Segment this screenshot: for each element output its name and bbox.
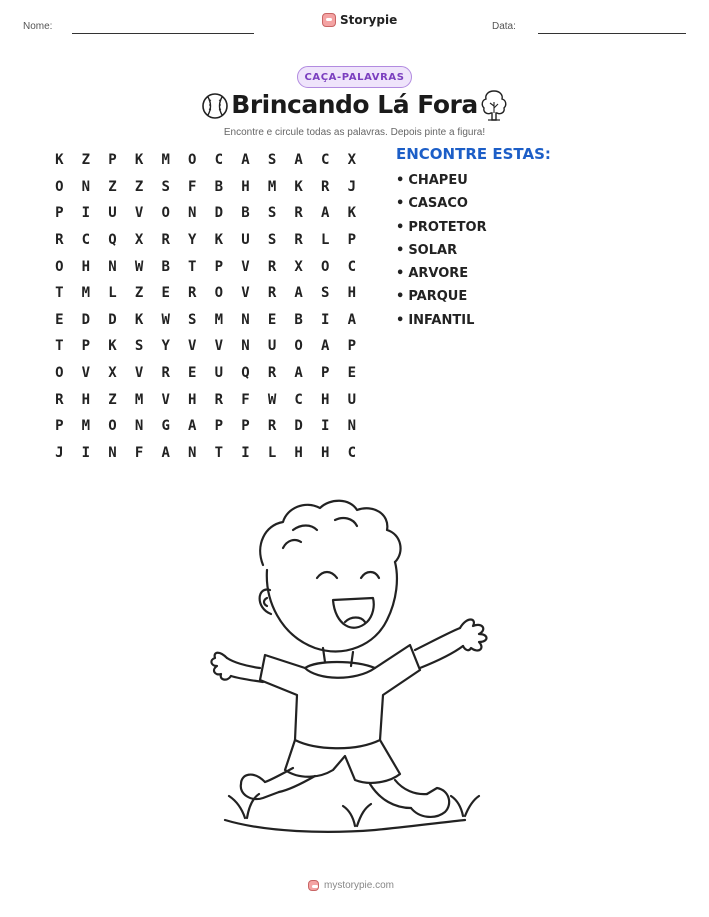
grid-letter[interactable]: V — [241, 258, 250, 275]
grid-letter[interactable]: X — [347, 152, 357, 169]
grid-letter[interactable]: H — [321, 391, 330, 408]
grid-letter[interactable]: A — [321, 205, 330, 222]
grid-letter[interactable]: S — [161, 178, 170, 195]
grid-letter[interactable]: S — [267, 205, 277, 222]
grid-letter[interactable]: R — [267, 365, 277, 382]
grid-letter[interactable]: V — [81, 365, 91, 382]
grid-letter[interactable]: P — [214, 258, 224, 275]
grid-letter[interactable]: F — [188, 178, 197, 195]
grid-letter[interactable]: S — [134, 338, 144, 355]
word-label: INFANTIL — [408, 312, 475, 328]
grid-letter[interactable]: P — [55, 418, 64, 435]
bullet: • — [396, 266, 405, 282]
grid-letter[interactable]: S — [321, 285, 330, 302]
name-line — [72, 33, 254, 34]
grid-letter[interactable]: O — [294, 338, 303, 355]
grid-letter[interactable]: X — [134, 232, 144, 249]
grid-letter[interactable]: O — [214, 285, 224, 302]
grid-letter[interactable]: E — [55, 311, 64, 328]
word-search-grid[interactable] — [46, 147, 365, 466]
grid-row — [46, 200, 365, 227]
grid-letter[interactable]: N — [241, 338, 250, 355]
grid-letter[interactable]: C — [81, 232, 91, 249]
brand — [322, 13, 397, 27]
grid-letter[interactable]: R — [214, 391, 224, 408]
grid-letter[interactable]: D — [108, 311, 117, 328]
grid-letter[interactable]: A — [241, 152, 250, 169]
grid-letter[interactable]: U — [267, 338, 277, 355]
grid-letter[interactable]: U — [214, 365, 224, 382]
grid-letter[interactable]: D — [81, 311, 91, 328]
word-label: PARQUE — [408, 289, 468, 305]
grid-letter[interactable]: H — [81, 258, 91, 275]
category-badge: CAÇA-PALAVRAS — [297, 66, 412, 88]
grid-letter[interactable]: V — [134, 205, 144, 222]
grid-letter[interactable]: S — [188, 311, 197, 328]
grid-letter[interactable]: I — [321, 311, 330, 328]
grid-letter[interactable]: J — [347, 178, 357, 195]
grid-letter[interactable]: A — [188, 418, 197, 435]
word-item — [396, 219, 487, 242]
grid-letter[interactable]: I — [81, 444, 91, 461]
grid-letter[interactable]: Z — [81, 152, 91, 169]
grid-letter[interactable]: V — [161, 391, 170, 408]
grid-letter[interactable]: P — [321, 365, 330, 382]
grid-letter[interactable]: F — [134, 444, 144, 461]
grid-letter[interactable]: N — [188, 205, 197, 222]
bullet: • — [396, 289, 405, 305]
grid-letter[interactable]: A — [294, 152, 303, 169]
grid-letter[interactable]: L — [108, 285, 117, 302]
grid-letter[interactable]: R — [161, 232, 170, 249]
grid-letter[interactable]: E — [347, 365, 357, 382]
grid-letter[interactable]: C — [347, 444, 357, 461]
grid-letter[interactable]: Z — [108, 178, 117, 195]
grid-row — [46, 360, 365, 387]
grid-letter[interactable]: V — [188, 338, 197, 355]
instructions: Encontre e circule todas as palavras. Depois pinte a figura! — [223, 127, 486, 138]
grid-letter[interactable]: A — [294, 365, 303, 382]
grid-letter[interactable]: R — [294, 205, 303, 222]
word-item — [396, 288, 487, 311]
grid-letter[interactable]: A — [294, 285, 303, 302]
grid-letter[interactable]: E — [161, 285, 170, 302]
grid-letter[interactable]: S — [267, 152, 277, 169]
grid-letter[interactable]: Y — [188, 232, 197, 249]
grid-letter[interactable]: P — [347, 232, 357, 249]
running-boy-illustration — [205, 490, 505, 840]
grid-letter[interactable]: U — [108, 205, 117, 222]
word-list — [396, 172, 487, 335]
grid-letter[interactable]: W — [267, 391, 277, 408]
grid-letter[interactable]: M — [161, 152, 170, 169]
grid-letter[interactable]: H — [347, 285, 357, 302]
footer — [308, 880, 394, 891]
grid-letter[interactable]: N — [188, 444, 197, 461]
grid-letter[interactable]: I — [241, 444, 250, 461]
grid-letter[interactable]: K — [134, 311, 144, 328]
grid-letter[interactable]: D — [294, 418, 303, 435]
grid-row — [46, 333, 365, 360]
grid-letter[interactable]: D — [214, 205, 224, 222]
grid-letter[interactable]: N — [108, 444, 117, 461]
grid-letter[interactable]: X — [108, 365, 117, 382]
grid-letter[interactable]: T — [55, 285, 64, 302]
grid-letter[interactable]: R — [161, 365, 170, 382]
grid-letter[interactable]: C — [214, 152, 224, 169]
grid-letter[interactable]: Y — [161, 338, 170, 355]
word-label: CASACO — [408, 196, 468, 212]
grid-letter[interactable]: K — [108, 338, 117, 355]
grid-letter[interactable]: R — [294, 232, 303, 249]
grid-letter[interactable]: N — [241, 311, 250, 328]
grid-letter[interactable]: R — [55, 391, 64, 408]
grid-letter[interactable]: N — [108, 258, 117, 275]
word-item — [396, 242, 487, 265]
grid-letter[interactable]: S — [267, 232, 277, 249]
grid-letter[interactable]: R — [267, 258, 277, 275]
word-list-heading: ENCONTRE ESTAS: — [396, 145, 551, 163]
word-label: SOLAR — [408, 242, 458, 258]
name-label: Nome: — [23, 21, 53, 32]
grid-row — [46, 307, 365, 334]
grid-row — [46, 440, 365, 467]
grid-letter[interactable]: E — [188, 365, 197, 382]
grid-row — [46, 253, 365, 280]
grid-letter[interactable]: R — [321, 178, 330, 195]
grid-letter[interactable]: N — [81, 178, 91, 195]
word-label: PROTETOR — [408, 219, 487, 235]
grid-letter[interactable]: B — [161, 258, 170, 275]
grid-letter[interactable]: Z — [134, 178, 144, 195]
grid-letter[interactable]: C — [347, 258, 357, 275]
grid-letter[interactable]: M — [81, 285, 91, 302]
grid-letter[interactable]: A — [347, 311, 357, 328]
grid-letter[interactable]: H — [81, 391, 91, 408]
grid-letter[interactable]: P — [241, 418, 250, 435]
footer-url[interactable]: mystorypie.com — [324, 880, 395, 891]
date-label: Data: — [492, 21, 516, 32]
word-item — [396, 172, 487, 195]
grid-letter[interactable]: O — [161, 205, 170, 222]
grid-row — [46, 147, 365, 174]
word-item — [396, 312, 487, 335]
word-label: CHAPEU — [408, 173, 468, 188]
word-label: ARVORE — [408, 266, 469, 282]
grid-letter[interactable]: M — [134, 391, 144, 408]
grid-row — [46, 227, 365, 254]
page-title: Brincando Lá Fora — [231, 90, 478, 119]
word-item — [396, 265, 487, 288]
grid-letter[interactable]: Q — [241, 365, 250, 382]
grid-letter[interactable]: O — [55, 365, 64, 382]
bullet: • — [396, 219, 405, 235]
grid-letter[interactable]: V — [241, 285, 250, 302]
grid-letter[interactable]: E — [267, 311, 277, 328]
grid-letter[interactable]: U — [347, 391, 357, 408]
grid-letter[interactable]: R — [267, 418, 277, 435]
grid-letter[interactable]: J — [55, 444, 64, 461]
grid-letter[interactable]: K — [294, 178, 303, 195]
grid-letter[interactable]: M — [214, 311, 224, 328]
grid-letter[interactable]: P — [347, 338, 357, 355]
grid-letter[interactable]: L — [267, 444, 277, 461]
grid-letter[interactable]: W — [134, 258, 144, 275]
date-line — [538, 33, 686, 34]
grid-letter[interactable]: I — [321, 418, 330, 435]
brand-name: Storypie — [340, 13, 398, 27]
grid-letter[interactable]: V — [214, 338, 224, 355]
grid-letter[interactable]: X — [294, 258, 303, 275]
grid-letter[interactable]: B — [294, 311, 303, 328]
grid-row — [46, 386, 365, 413]
grid-letter[interactable]: P — [214, 418, 224, 435]
grid-letter[interactable]: T — [188, 258, 197, 275]
grid-letter[interactable]: N — [347, 418, 357, 435]
grid-letter[interactable]: Z — [134, 285, 144, 302]
bullet: • — [396, 242, 405, 258]
grid-letter[interactable]: V — [134, 365, 144, 382]
grid-letter[interactable]: R — [55, 232, 64, 249]
grid-letter[interactable]: R — [267, 285, 277, 302]
grid-letter[interactable]: Q — [108, 232, 117, 249]
grid-letter[interactable]: L — [321, 232, 330, 249]
storypie-logo-icon — [322, 13, 336, 27]
grid-letter[interactable]: T — [214, 444, 224, 461]
grid-letter[interactable]: O — [55, 258, 64, 275]
bullet: • — [396, 173, 405, 188]
grid-letter[interactable]: N — [134, 418, 144, 435]
grid-letter[interactable]: Z — [108, 391, 117, 408]
grid-letter[interactable]: A — [161, 444, 170, 461]
bullet: • — [396, 196, 405, 212]
grid-row — [46, 174, 365, 201]
grid-letter[interactable]: O — [55, 178, 64, 195]
grid-letter[interactable]: W — [161, 311, 170, 328]
grid-letter[interactable]: M — [267, 178, 277, 195]
grid-letter[interactable]: I — [81, 205, 91, 222]
grid-letter[interactable]: A — [321, 338, 330, 355]
grid-letter[interactable]: O — [108, 418, 117, 435]
grid-letter[interactable]: P — [55, 205, 64, 222]
grid-letter[interactable]: K — [55, 152, 64, 169]
grid-letter[interactable]: T — [55, 338, 64, 355]
grid-letter[interactable]: B — [241, 205, 250, 222]
grid-letter[interactable]: R — [188, 285, 197, 302]
grid-letter[interactable]: H — [188, 391, 197, 408]
grid-letter[interactable]: P — [81, 338, 91, 355]
grid-letter[interactable]: H — [241, 178, 250, 195]
grid-letter[interactable]: B — [214, 178, 224, 195]
bullet: • — [396, 312, 405, 328]
grid-letter[interactable]: H — [294, 444, 303, 461]
grid-letter[interactable]: K — [214, 232, 224, 249]
grid-letter[interactable]: C — [294, 391, 303, 408]
grid-letter[interactable]: C — [321, 152, 330, 169]
tree-icon — [478, 88, 510, 122]
grid-row — [46, 280, 365, 307]
grid-letter[interactable]: K — [134, 152, 144, 169]
grid-letter[interactable]: O — [188, 152, 197, 169]
storypie-logo-icon — [308, 880, 319, 891]
grid-letter[interactable]: H — [321, 444, 330, 461]
grid-letter[interactable]: P — [108, 152, 117, 169]
grid-row — [46, 413, 365, 440]
grid-letter[interactable]: F — [241, 391, 250, 408]
grid-letter[interactable]: G — [161, 418, 170, 435]
grid-letter[interactable]: M — [81, 418, 91, 435]
word-item — [396, 195, 487, 218]
grid-letter[interactable]: K — [347, 205, 357, 222]
grid-letter[interactable]: O — [321, 258, 330, 275]
grid-letter[interactable]: U — [241, 232, 250, 249]
